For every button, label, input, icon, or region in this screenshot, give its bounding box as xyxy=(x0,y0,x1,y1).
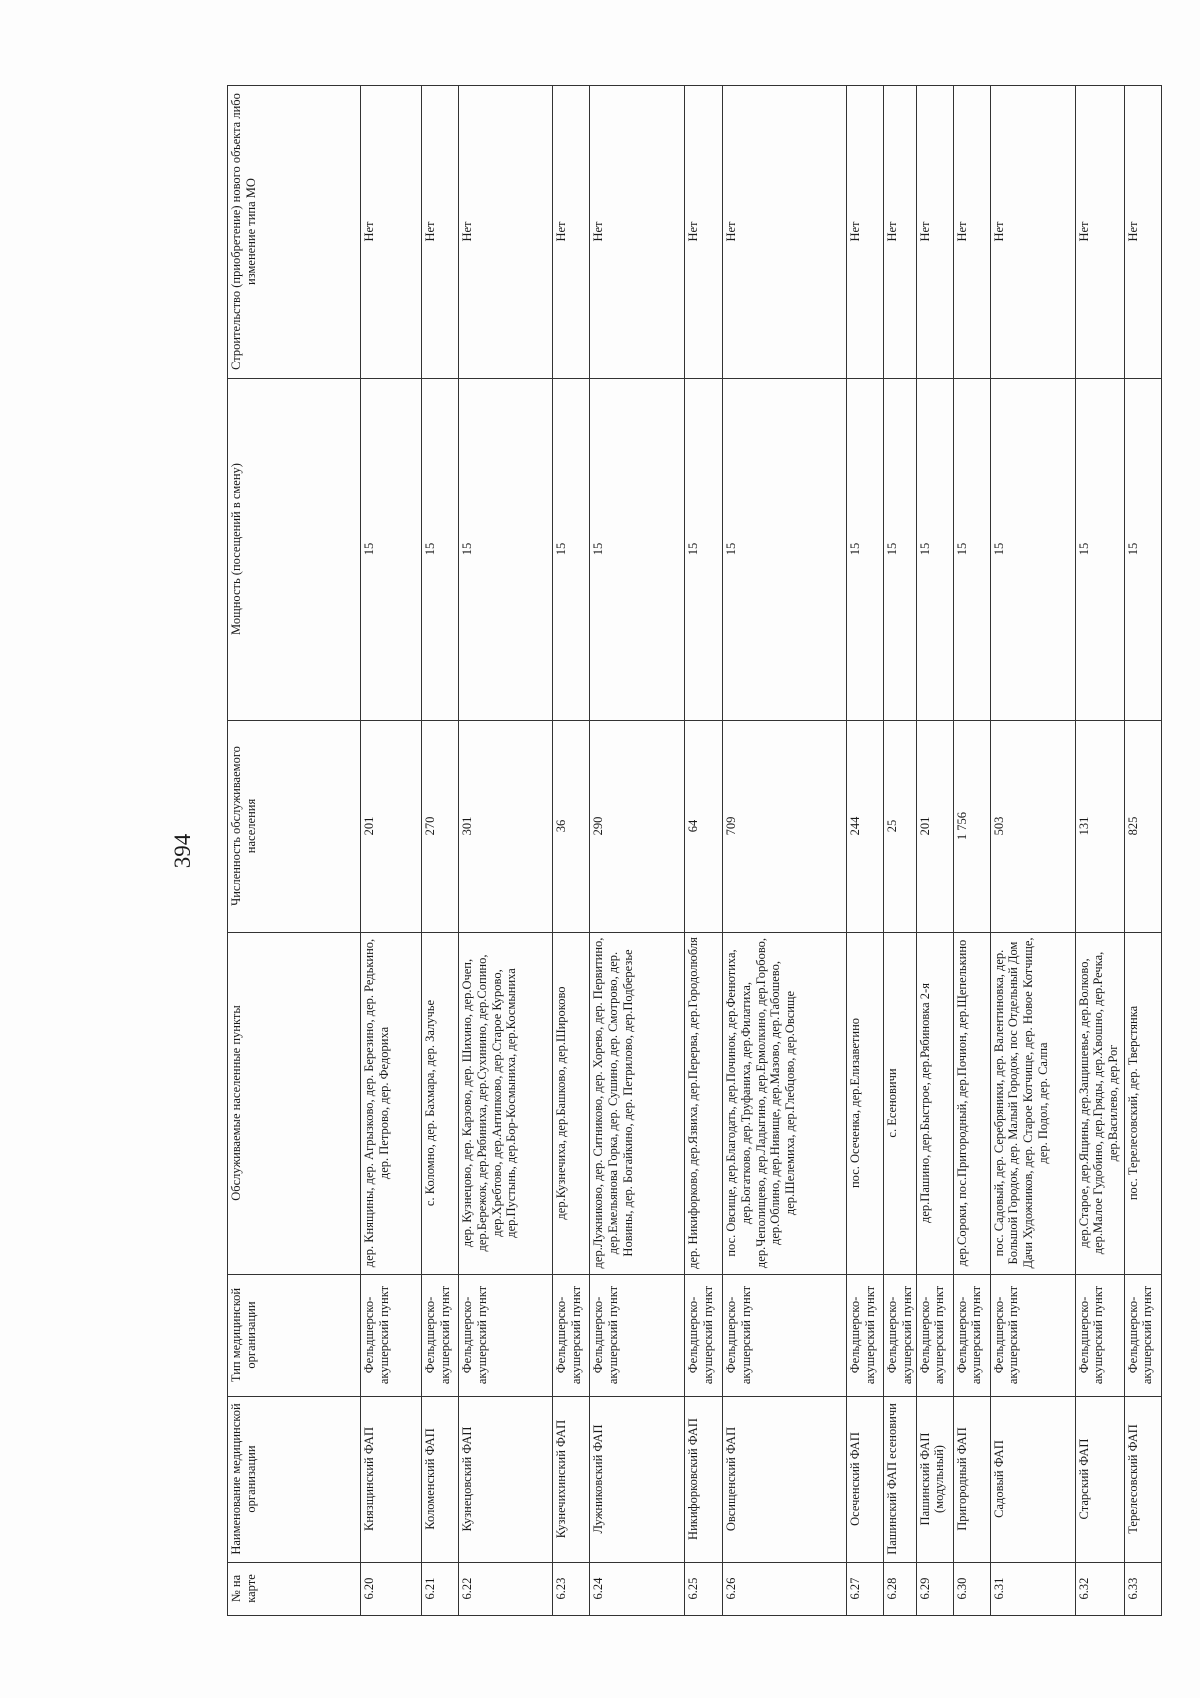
capacity-cell: 15 xyxy=(916,379,953,721)
map-number-cell: 6.22 xyxy=(459,1563,553,1616)
table-header xyxy=(228,86,361,1616)
table-row xyxy=(847,86,884,1616)
capacity-cell: 15 xyxy=(1075,379,1124,721)
page-number: 394 xyxy=(170,833,195,869)
capacity-cell: 15 xyxy=(990,379,1075,721)
map-number-cell: 6.24 xyxy=(590,1563,685,1616)
org-name-cell: Овсищенский ФАП xyxy=(723,1397,847,1563)
settlements-cell: дер. Кузнецово, дер. Карзово, дер. Шихино, дер.Очеп, дер.Бережок, дер.Рябиниха, дер.Сухинино, дер.Сопино, дер.Хребтово, дер.Антипково, дер.Старое Курово, дер.Пустынь, дер.Бор-Космыниха, дер.Космыниха xyxy=(459,933,553,1275)
table-row xyxy=(1124,86,1161,1616)
settlements-cell: пос. Садовый, дер. Серебряники, дер. Валентиновка, дер. Большой Городок, дер. Малый Городок, пос Отдельный Дом Дачи Художников, дер. Старое Котчище, дер. Новое Котчище, дер. Подол, дер. Салпа xyxy=(990,933,1075,1275)
capacity-cell: 15 xyxy=(553,379,590,721)
construction-cell: Нет xyxy=(990,86,1075,379)
org-name-cell: Терелесовский ФАП xyxy=(1124,1397,1161,1563)
org-type-cell: Фельдшерско-акушерский пункт xyxy=(553,1275,590,1397)
header-capacity: Мощность (посещений в смену) xyxy=(228,379,361,721)
population-cell: 36 xyxy=(553,721,590,933)
settlements-cell: дер. Никифорково, дер.Язвиха, дер.Перерва, дер.Городолюбля xyxy=(685,933,723,1275)
org-name-cell: Пашинский ФАП есеновичи xyxy=(884,1397,917,1563)
org-type-cell: Фельдшерско-акушерский пункт xyxy=(422,1275,459,1397)
header-org-name: Наименование медицинской организации xyxy=(228,1397,361,1563)
org-type-cell: Фельдшерско-акушерский пункт xyxy=(459,1275,553,1397)
capacity-cell: 15 xyxy=(884,379,917,721)
capacity-cell: 15 xyxy=(953,379,990,721)
map-number-cell: 6.25 xyxy=(685,1563,723,1616)
construction-cell: Нет xyxy=(553,86,590,379)
population-cell: 201 xyxy=(361,721,422,933)
settlements-cell: пос. Осеченка, дер.Елизаветино xyxy=(847,933,884,1275)
org-name-cell: Садовый ФАП xyxy=(990,1397,1075,1563)
org-name-cell: Старский ФАП xyxy=(1075,1397,1124,1563)
population-cell: 301 xyxy=(459,721,553,933)
table-row xyxy=(990,86,1075,1616)
org-type-cell: Фельдшерско-акушерский пункт xyxy=(361,1275,422,1397)
population-cell: 131 xyxy=(1075,721,1124,933)
construction-cell: Нет xyxy=(459,86,553,379)
rotated-page xyxy=(170,86,1155,1616)
population-cell: 1 756 xyxy=(953,721,990,933)
capacity-cell: 15 xyxy=(459,379,553,721)
map-number-cell: 6.33 xyxy=(1124,1563,1161,1616)
population-cell: 290 xyxy=(590,721,685,933)
table-row xyxy=(916,86,953,1616)
construction-cell: Нет xyxy=(422,86,459,379)
capacity-cell: 15 xyxy=(723,379,847,721)
org-name-cell: Пригородный ФАП xyxy=(953,1397,990,1563)
table-row xyxy=(723,86,847,1616)
construction-cell: Нет xyxy=(685,86,723,379)
org-name-cell: Никифорковский ФАП xyxy=(685,1397,723,1563)
org-name-cell: Кузнецовский ФАП xyxy=(459,1397,553,1563)
construction-cell: Нет xyxy=(1075,86,1124,379)
org-type-cell: Фельдшерско-акушерский пункт xyxy=(953,1275,990,1397)
settlements-cell: дер.Пашино, дер.Быстрое, дер.Рябиновка 2-я xyxy=(916,933,953,1275)
facilities-table xyxy=(227,85,1162,1616)
org-type-cell: Фельдшерско-акушерский пункт xyxy=(685,1275,723,1397)
map-number-cell: 6.30 xyxy=(953,1563,990,1616)
capacity-cell: 15 xyxy=(1124,379,1161,721)
settlements-cell: дер.Старое, дер.Ящины, дер.Защишевье, дер.Волково, дер.Малое Гудобино, дер.Гряды, дер.Хвошно, дер.Речка, дер.Василево, дер.Рог xyxy=(1075,933,1124,1275)
table-row xyxy=(1075,86,1124,1616)
population-cell: 825 xyxy=(1124,721,1161,933)
population-cell: 201 xyxy=(916,721,953,933)
table-row xyxy=(590,86,685,1616)
table-row xyxy=(953,86,990,1616)
settlements-cell: дер.Кузнечиха, дер.Башково, дер.Широково xyxy=(553,933,590,1275)
table-body xyxy=(361,86,1162,1616)
capacity-cell: 15 xyxy=(685,379,723,721)
header-population: Численность обслуживаемого населения xyxy=(228,721,361,933)
settlements-cell: дер.Лужниково, дер. Ситниково, дер. Хорево, дер. Первитино, дер.Емельянова Горка, дер. Сушино, дер. Смотрово, дер. Новины, дер. Богайкино, дер. Петрилово, дер.Подберезье xyxy=(590,933,685,1275)
org-type-cell: Фельдшерско-акушерский пункт xyxy=(1124,1275,1161,1397)
map-number-cell: 6.21 xyxy=(422,1563,459,1616)
org-type-cell: Фельдшерско-акушерский пункт xyxy=(590,1275,685,1397)
population-cell: 64 xyxy=(685,721,723,933)
settlements-cell: с. Есеновичи xyxy=(884,933,917,1275)
table-row xyxy=(553,86,590,1616)
org-name-cell: Кузнечихинский ФАП xyxy=(553,1397,590,1563)
construction-cell: Нет xyxy=(847,86,884,379)
capacity-cell: 15 xyxy=(422,379,459,721)
map-number-cell: 6.27 xyxy=(847,1563,884,1616)
settlements-cell: пос. Терелесовский, дер. Тверстянка xyxy=(1124,933,1161,1275)
settlements-cell: дер. Княщины, дер. Агрызково, дер. Березино, дер. Редькино, дер. Петрово, дер. Федориха xyxy=(361,933,422,1275)
population-cell: 270 xyxy=(422,721,459,933)
capacity-cell: 15 xyxy=(590,379,685,721)
construction-cell: Нет xyxy=(361,86,422,379)
map-number-cell: 6.23 xyxy=(553,1563,590,1616)
capacity-cell: 15 xyxy=(847,379,884,721)
map-number-cell: 6.20 xyxy=(361,1563,422,1616)
construction-cell: Нет xyxy=(1124,86,1161,379)
map-number-cell: 6.29 xyxy=(916,1563,953,1616)
construction-cell: Нет xyxy=(916,86,953,379)
construction-cell: Нет xyxy=(723,86,847,379)
capacity-cell: 15 xyxy=(361,379,422,721)
table-row xyxy=(884,86,917,1616)
map-number-cell: 6.28 xyxy=(884,1563,917,1616)
table-row xyxy=(361,86,422,1616)
map-number-cell: 6.26 xyxy=(723,1563,847,1616)
population-cell: 244 xyxy=(847,721,884,933)
table-row xyxy=(422,86,459,1616)
construction-cell: Нет xyxy=(884,86,917,379)
org-type-cell: Фельдшерско-акушерский пункт xyxy=(1075,1275,1124,1397)
org-name-cell: Коломенский ФАП xyxy=(422,1397,459,1563)
org-type-cell: Фельдшерско-акушерский пункт xyxy=(884,1275,917,1397)
construction-cell: Нет xyxy=(590,86,685,379)
settlements-cell: дер.Сороки, пос.Пригородный, дер.Почион, дер.Щепелькино xyxy=(953,933,990,1275)
population-cell: 503 xyxy=(990,721,1075,933)
org-type-cell: Фельдшерско-акушерский пункт xyxy=(916,1275,953,1397)
population-cell: 709 xyxy=(723,721,847,933)
map-number-cell: 6.31 xyxy=(990,1563,1075,1616)
settlements-cell: с. Коломно, дер. Бахмара, дер. Залучье xyxy=(422,933,459,1275)
construction-cell: Нет xyxy=(953,86,990,379)
table-row xyxy=(685,86,723,1616)
org-name-cell: Осеченский ФАП xyxy=(847,1397,884,1563)
org-name-cell: Лужниковский ФАП xyxy=(590,1397,685,1563)
org-type-cell: Фельдшерско-акушерский пункт xyxy=(723,1275,847,1397)
org-type-cell: Фельдшерско-акушерский пункт xyxy=(847,1275,884,1397)
org-name-cell: Князщинский ФАП xyxy=(361,1397,422,1563)
settlements-cell: пос. Овсище, дер.Благодать, дер.Починок, дер.Фенютиха, дер.Богатково, дер.Труфаниха, дер.Филатиха, дер.Чеполищево, дер.Ладыгино, дер.Ермолкино, дер.Горбово, дер.Облино, дер.Нивище, дер.Мазово, дер.Табошево, дер.Шелемиха, дер.Глебцово, дер.Овсище xyxy=(723,933,847,1275)
header-construction: Строительство (приобретение) нового объекта либо изменение типа МО xyxy=(228,86,361,379)
header-org-type: Тип медицинской организации xyxy=(228,1275,361,1397)
map-number-cell: 6.32 xyxy=(1075,1563,1124,1616)
table-row xyxy=(459,86,553,1616)
header-settlements: Обслуживаемые населенные пункты xyxy=(228,933,361,1275)
org-type-cell: Фельдшерско-акушерский пункт xyxy=(990,1275,1075,1397)
population-cell: 25 xyxy=(884,721,917,933)
org-name-cell: Пашинский ФАП (модульный) xyxy=(916,1397,953,1563)
header-map-number: № на карте xyxy=(228,1563,361,1616)
